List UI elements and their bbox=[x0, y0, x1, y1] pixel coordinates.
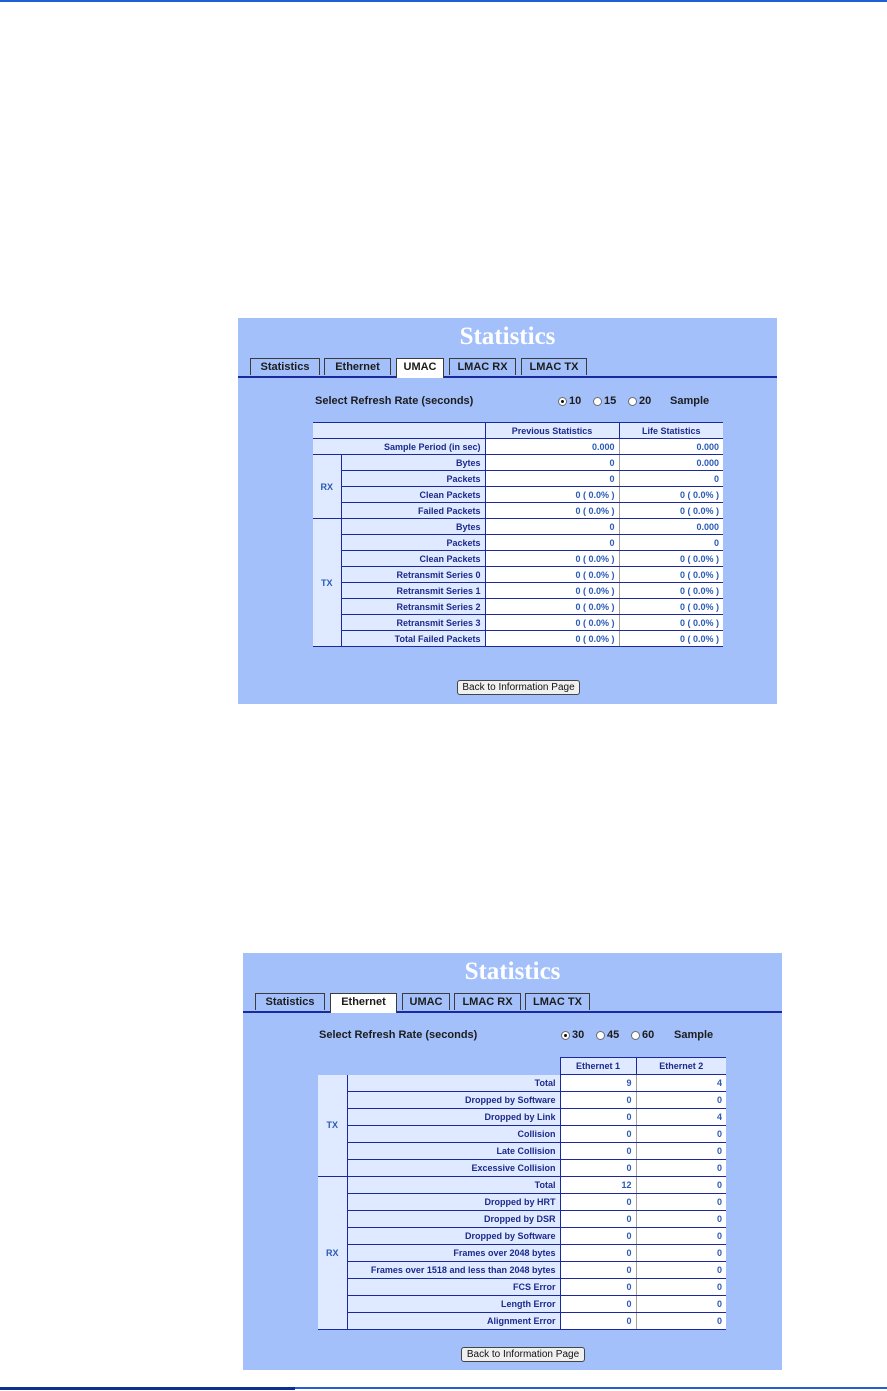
row-value: 0 bbox=[560, 1143, 636, 1160]
refresh-option-label: 15 bbox=[604, 395, 617, 407]
back-to-information-button[interactable]: Back to Information Page bbox=[457, 680, 580, 695]
tab-bar bbox=[238, 358, 777, 378]
row-value: 0 bbox=[560, 1211, 636, 1228]
ethernet-stats-table bbox=[318, 1057, 726, 1330]
table-row bbox=[318, 1143, 726, 1160]
table-row bbox=[318, 1177, 726, 1194]
table-header-row bbox=[318, 1058, 726, 1075]
row-label: Dropped by HRT bbox=[347, 1194, 560, 1211]
row-label: Total bbox=[347, 1075, 560, 1092]
row-value: 0 ( 0.0% ) bbox=[485, 583, 619, 599]
row-value: 0 ( 0.0% ) bbox=[619, 551, 723, 567]
table-row bbox=[318, 1313, 726, 1330]
row-label: Alignment Error bbox=[347, 1313, 560, 1330]
refresh-option-label: 60 bbox=[642, 1029, 655, 1041]
row-value: 0 bbox=[560, 1160, 636, 1177]
row-value: 0 ( 0.0% ) bbox=[485, 599, 619, 615]
row-label: Late Collision bbox=[347, 1143, 560, 1160]
column-header: Ethernet 1 bbox=[560, 1058, 636, 1075]
row-value: 0 bbox=[485, 471, 619, 487]
refresh-option-label: 20 bbox=[639, 395, 652, 407]
row-value: 0 bbox=[485, 535, 619, 551]
table-row bbox=[318, 1160, 726, 1177]
row-value: 0 bbox=[636, 1279, 726, 1296]
row-value: 0 bbox=[636, 1296, 726, 1313]
row-label: Failed Packets bbox=[341, 503, 485, 519]
row-value: 0 bbox=[560, 1262, 636, 1279]
row-value: 0 bbox=[560, 1109, 636, 1126]
table-row bbox=[313, 519, 723, 535]
row-value: 0 bbox=[560, 1228, 636, 1245]
row-value: 0 bbox=[636, 1245, 726, 1262]
top-rule bbox=[0, 0, 887, 2]
refresh-radio-45[interactable] bbox=[596, 1031, 605, 1040]
sample-link[interactable]: Sample bbox=[670, 395, 710, 407]
table-row bbox=[318, 1279, 726, 1296]
sample-link[interactable]: Sample bbox=[674, 1029, 714, 1041]
table-row bbox=[318, 1262, 726, 1279]
row-value: 0.000 bbox=[619, 439, 723, 455]
row-value: 0 ( 0.0% ) bbox=[485, 615, 619, 631]
table-row bbox=[318, 1245, 726, 1262]
row-label: Excessive Collision bbox=[347, 1160, 560, 1177]
tab-lmac-tx[interactable]: LMAC TX bbox=[521, 358, 587, 375]
table-row bbox=[313, 455, 723, 471]
table-row bbox=[313, 615, 723, 631]
row-label: Length Error bbox=[347, 1296, 560, 1313]
row-label: FCS Error bbox=[347, 1279, 560, 1296]
group-label: TX bbox=[313, 519, 341, 647]
panel-title: Statistics bbox=[464, 958, 561, 985]
row-value: 4 bbox=[636, 1075, 726, 1092]
umac-stats-table bbox=[313, 422, 723, 647]
row-value: 9 bbox=[560, 1075, 636, 1092]
table-row bbox=[313, 503, 723, 519]
tab-lmac-rx[interactable]: LMAC RX bbox=[449, 358, 516, 375]
row-value: 0 bbox=[485, 519, 619, 535]
umac-statistics-panel bbox=[238, 318, 777, 704]
table-row bbox=[318, 1126, 726, 1143]
column-header: Life Statistics bbox=[619, 423, 723, 439]
row-value: 0 ( 0.0% ) bbox=[619, 631, 723, 647]
row-value: 0 ( 0.0% ) bbox=[485, 567, 619, 583]
row-value: 0 ( 0.0% ) bbox=[485, 551, 619, 567]
row-value: 0 ( 0.0% ) bbox=[485, 503, 619, 519]
row-label: Collision bbox=[347, 1126, 560, 1143]
row-value: 0 ( 0.0% ) bbox=[619, 599, 723, 615]
row-label: Clean Packets bbox=[341, 487, 485, 503]
table-row bbox=[318, 1109, 726, 1126]
row-label: Retransmit Series 0 bbox=[341, 567, 485, 583]
row-label: Sample Period (in sec) bbox=[313, 439, 485, 455]
table-row bbox=[313, 439, 723, 455]
row-label: Dropped by Software bbox=[347, 1092, 560, 1109]
panel-title: Statistics bbox=[459, 323, 556, 350]
row-label: Packets bbox=[341, 471, 485, 487]
tab-lmac-rx[interactable]: LMAC RX bbox=[454, 993, 521, 1010]
group-label: RX bbox=[318, 1177, 347, 1330]
row-value: 0.000 bbox=[619, 455, 723, 471]
row-value: 0.000 bbox=[619, 519, 723, 535]
refresh-option-label: 30 bbox=[572, 1029, 585, 1041]
row-value: 0 ( 0.0% ) bbox=[485, 487, 619, 503]
tab-ethernet[interactable]: Ethernet bbox=[330, 993, 397, 1013]
group-label: RX bbox=[313, 455, 341, 519]
row-value: 0 bbox=[636, 1313, 726, 1330]
row-label: Bytes bbox=[341, 519, 485, 535]
row-label: Retransmit Series 3 bbox=[341, 615, 485, 631]
group-label: TX bbox=[318, 1075, 347, 1177]
row-value: 0 bbox=[636, 1160, 726, 1177]
row-value: 0 bbox=[636, 1211, 726, 1228]
table-row bbox=[318, 1211, 726, 1228]
row-value: 0 bbox=[636, 1177, 726, 1194]
refresh-radio-10[interactable] bbox=[558, 397, 567, 406]
table-row bbox=[313, 551, 723, 567]
table-row bbox=[313, 471, 723, 487]
row-label: Dropped by Link bbox=[347, 1109, 560, 1126]
refresh-option-label: 45 bbox=[607, 1029, 620, 1041]
row-value: 0 ( 0.0% ) bbox=[619, 487, 723, 503]
row-label: Clean Packets bbox=[341, 551, 485, 567]
refresh-radio-20[interactable] bbox=[628, 397, 637, 406]
tab-ethernet[interactable]: Ethernet bbox=[324, 358, 391, 375]
column-header: Ethernet 2 bbox=[636, 1058, 726, 1075]
row-value: 0 ( 0.0% ) bbox=[619, 615, 723, 631]
column-header: Previous Statistics bbox=[485, 423, 619, 439]
table-row bbox=[313, 535, 723, 551]
bottom-rule-accent bbox=[0, 1387, 295, 1390]
table-row bbox=[313, 583, 723, 599]
row-value: 0 bbox=[636, 1143, 726, 1160]
table-row bbox=[313, 599, 723, 615]
refresh-option-label: 10 bbox=[569, 395, 582, 407]
row-label: Frames over 2048 bytes bbox=[347, 1245, 560, 1262]
row-value: 0 bbox=[485, 455, 619, 471]
tab-statistics[interactable]: Statistics bbox=[255, 993, 325, 1010]
ethernet-statistics-panel bbox=[243, 953, 782, 1370]
table-row bbox=[318, 1092, 726, 1109]
row-value: 0 bbox=[636, 1262, 726, 1279]
tab-umac[interactable]: UMAC bbox=[396, 358, 444, 378]
table-header-row bbox=[313, 423, 723, 439]
row-value: 0 bbox=[636, 1126, 726, 1143]
row-label: Packets bbox=[341, 535, 485, 551]
table-row bbox=[313, 487, 723, 503]
row-label: Dropped by DSR bbox=[347, 1211, 560, 1228]
tab-umac[interactable]: UMAC bbox=[402, 993, 450, 1010]
row-value: 4 bbox=[636, 1109, 726, 1126]
refresh-rate-row bbox=[238, 395, 777, 409]
back-to-information-button[interactable]: Back to Information Page bbox=[461, 1347, 585, 1362]
tab-lmac-tx[interactable]: LMAC TX bbox=[525, 993, 590, 1010]
refresh-rate-label: Select Refresh Rate (seconds) bbox=[319, 1029, 478, 1041]
tab-bar bbox=[243, 993, 782, 1013]
refresh-radio-15[interactable] bbox=[593, 397, 602, 406]
row-label: Bytes bbox=[341, 455, 485, 471]
row-value: 0 bbox=[636, 1092, 726, 1109]
row-label: Retransmit Series 2 bbox=[341, 599, 485, 615]
refresh-radio-30[interactable] bbox=[561, 1031, 570, 1040]
header-blank-cell bbox=[313, 423, 485, 439]
row-label: Frames over 1518 and less than 2048 bytes bbox=[347, 1262, 560, 1279]
row-value: 0 ( 0.0% ) bbox=[619, 567, 723, 583]
row-label: Total bbox=[347, 1177, 560, 1194]
table-row bbox=[318, 1075, 726, 1092]
row-label: Retransmit Series 1 bbox=[341, 583, 485, 599]
row-value: 0 bbox=[619, 471, 723, 487]
table-row bbox=[313, 567, 723, 583]
row-value: 0 bbox=[636, 1228, 726, 1245]
row-value: 0 bbox=[560, 1313, 636, 1330]
row-value: 0 ( 0.0% ) bbox=[619, 583, 723, 599]
row-value: 0 bbox=[636, 1194, 726, 1211]
row-label: Dropped by Software bbox=[347, 1228, 560, 1245]
table-row bbox=[313, 631, 723, 647]
refresh-radio-60[interactable] bbox=[631, 1031, 640, 1040]
row-value: 0 bbox=[560, 1126, 636, 1143]
refresh-rate-row bbox=[243, 1029, 782, 1043]
row-value: 12 bbox=[560, 1177, 636, 1194]
row-value: 0 bbox=[560, 1279, 636, 1296]
row-value: 0 bbox=[560, 1245, 636, 1262]
row-value: 0 bbox=[560, 1194, 636, 1211]
tab-statistics[interactable]: Statistics bbox=[250, 358, 320, 375]
row-value: 0 bbox=[560, 1296, 636, 1313]
row-value: 0 ( 0.0% ) bbox=[619, 503, 723, 519]
refresh-rate-label: Select Refresh Rate (seconds) bbox=[315, 395, 474, 407]
row-value: 0 ( 0.0% ) bbox=[485, 631, 619, 647]
row-value: 0.000 bbox=[485, 439, 619, 455]
table-row bbox=[318, 1194, 726, 1211]
row-value: 0 bbox=[619, 535, 723, 551]
row-label: Total Failed Packets bbox=[341, 631, 485, 647]
table-row bbox=[318, 1296, 726, 1313]
table-row bbox=[318, 1228, 726, 1245]
header-blank-cell bbox=[318, 1058, 560, 1075]
row-value: 0 bbox=[560, 1092, 636, 1109]
